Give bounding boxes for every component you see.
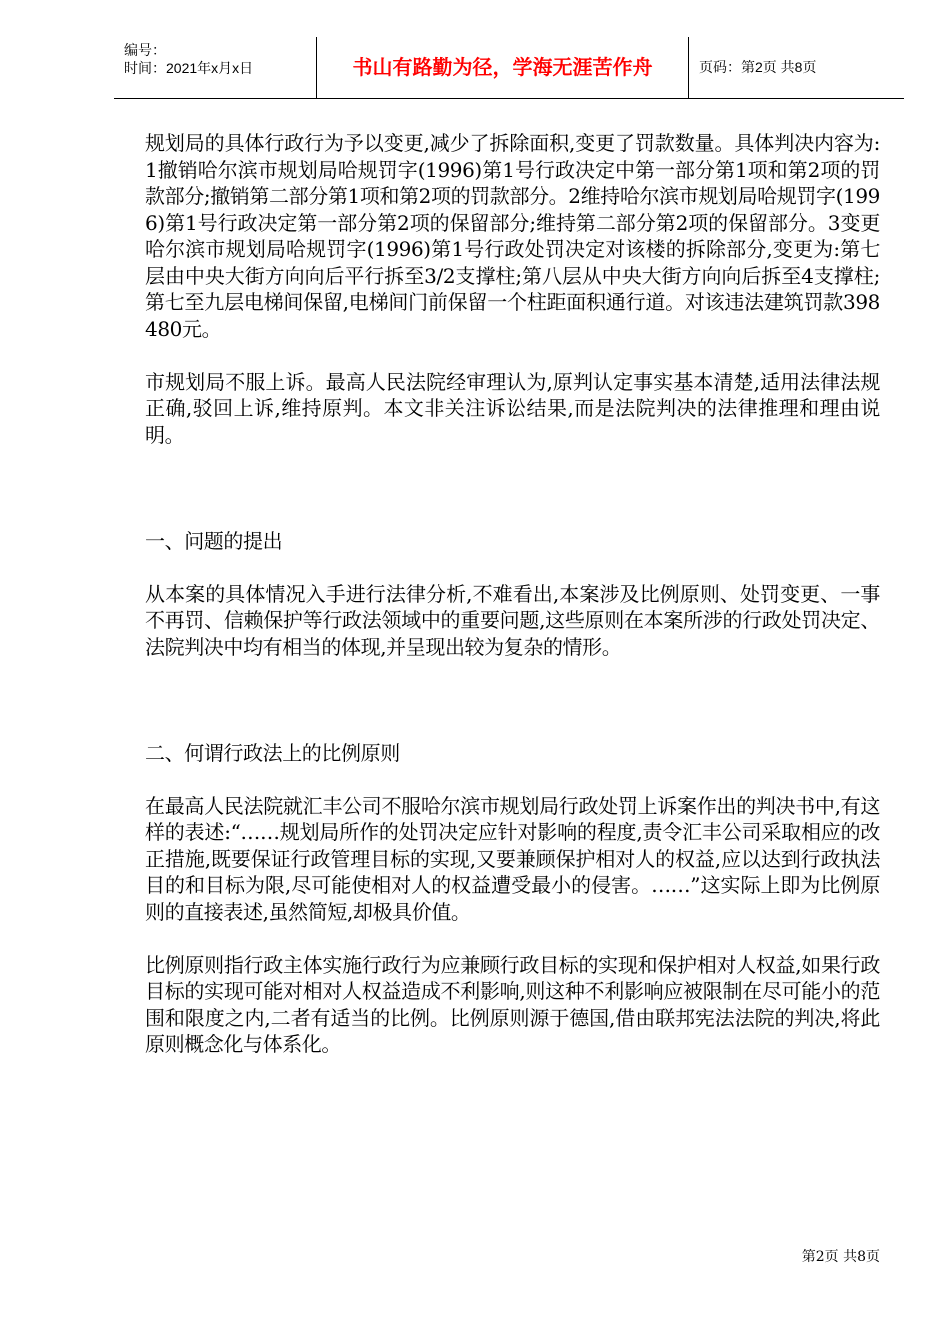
body-paragraph: 比例原则指行政主体实施行政行为应兼顾行政目标的实现和保护相对人权益,如果行政目标的实现可能对相对人权益造成不利影响,则这种不利影响应被限制在尽可能小的范围和限度之内,二者有适当的比例。比例原则源于德国,借由联邦宪法法院的判决,将此原则概念化与体系化。 [145,952,880,1056]
document-body [145,130,880,1058]
header-motto: 书山有路勤为径，学海无涯苦作舟 [316,37,689,98]
document-time-label: 时间：2021年x月x日 [124,60,254,76]
body-paragraph: 从本案的具体情况入手进行法律分析,不难看出,本案涉及比例原则、处罚变更、一事不再罚、信赖保护等行政法领域中的重要问题,这些原则在本案所涉的行政处罚决定、法院判决中均有相当的体现,并呈现出较为复杂的情形。 [145,581,880,659]
section-heading: 一、问题的提出 [145,528,283,553]
page-header [114,37,904,99]
header-page-label: 页码：第2页 共8页 [699,59,817,75]
header-meta [114,37,316,98]
section-heading: 二、何谓行政法上的比例原则 [145,740,400,765]
body-paragraph: 规划局的具体行政行为予以变更,减少了拆除面积,变更了罚款数量。具体判决内容为:1撤销哈尔滨市规划局哈规罚字(1996)第1号行政决定中第一部分第1项和第2项的罚款部分;撤销第二部分第1项和第2项的罚款部分。2维持哈尔滨市规划局哈规罚字(1996)第1号行政决定第一部分第2项的保留部分;维持第二部分第2项的保留部分。3变更哈尔滨市规划局哈规罚字(1996)第1号行政处罚决定对该楼的拆除部分,变更为:第七层由中央大街方向向后平行拆至3/2支撑柱;第八层从中央大街方向向后拆至4支撑柱;第七至九层电梯间保留,电梯间门前保留一个柱距面积通行道。对该违法建筑罚款398480元。 [145,131,880,341]
page-footer: 第2页 共8页 [801,1249,880,1265]
body-paragraph: 在最高人民法院就汇丰公司不服哈尔滨市规划局行政处罚上诉案作出的判决书中,有这样的表述:“……规划局所作的处罚决定应针对影响的程度,责令汇丰公司采取相应的改正措施,既要保证行政管理目标的实现,又要兼顾保护相对人的权益,应以达到行政执法目的和目标为限,尽可能使相对人的权益遭受最小的侵害。……”这实际上即为比例原则的直接表述,虽然简短,却极具价值。 [145,793,880,924]
document-number-label: 编号： [124,42,166,58]
body-paragraph: 市规划局不服上诉。最高人民法院经审理认为,原判认定事实基本清楚,适用法律法规正确,驳回上诉,维持原判。本文非关注诉讼结果,而是法院判决的法律推理和理由说明。 [145,369,880,447]
